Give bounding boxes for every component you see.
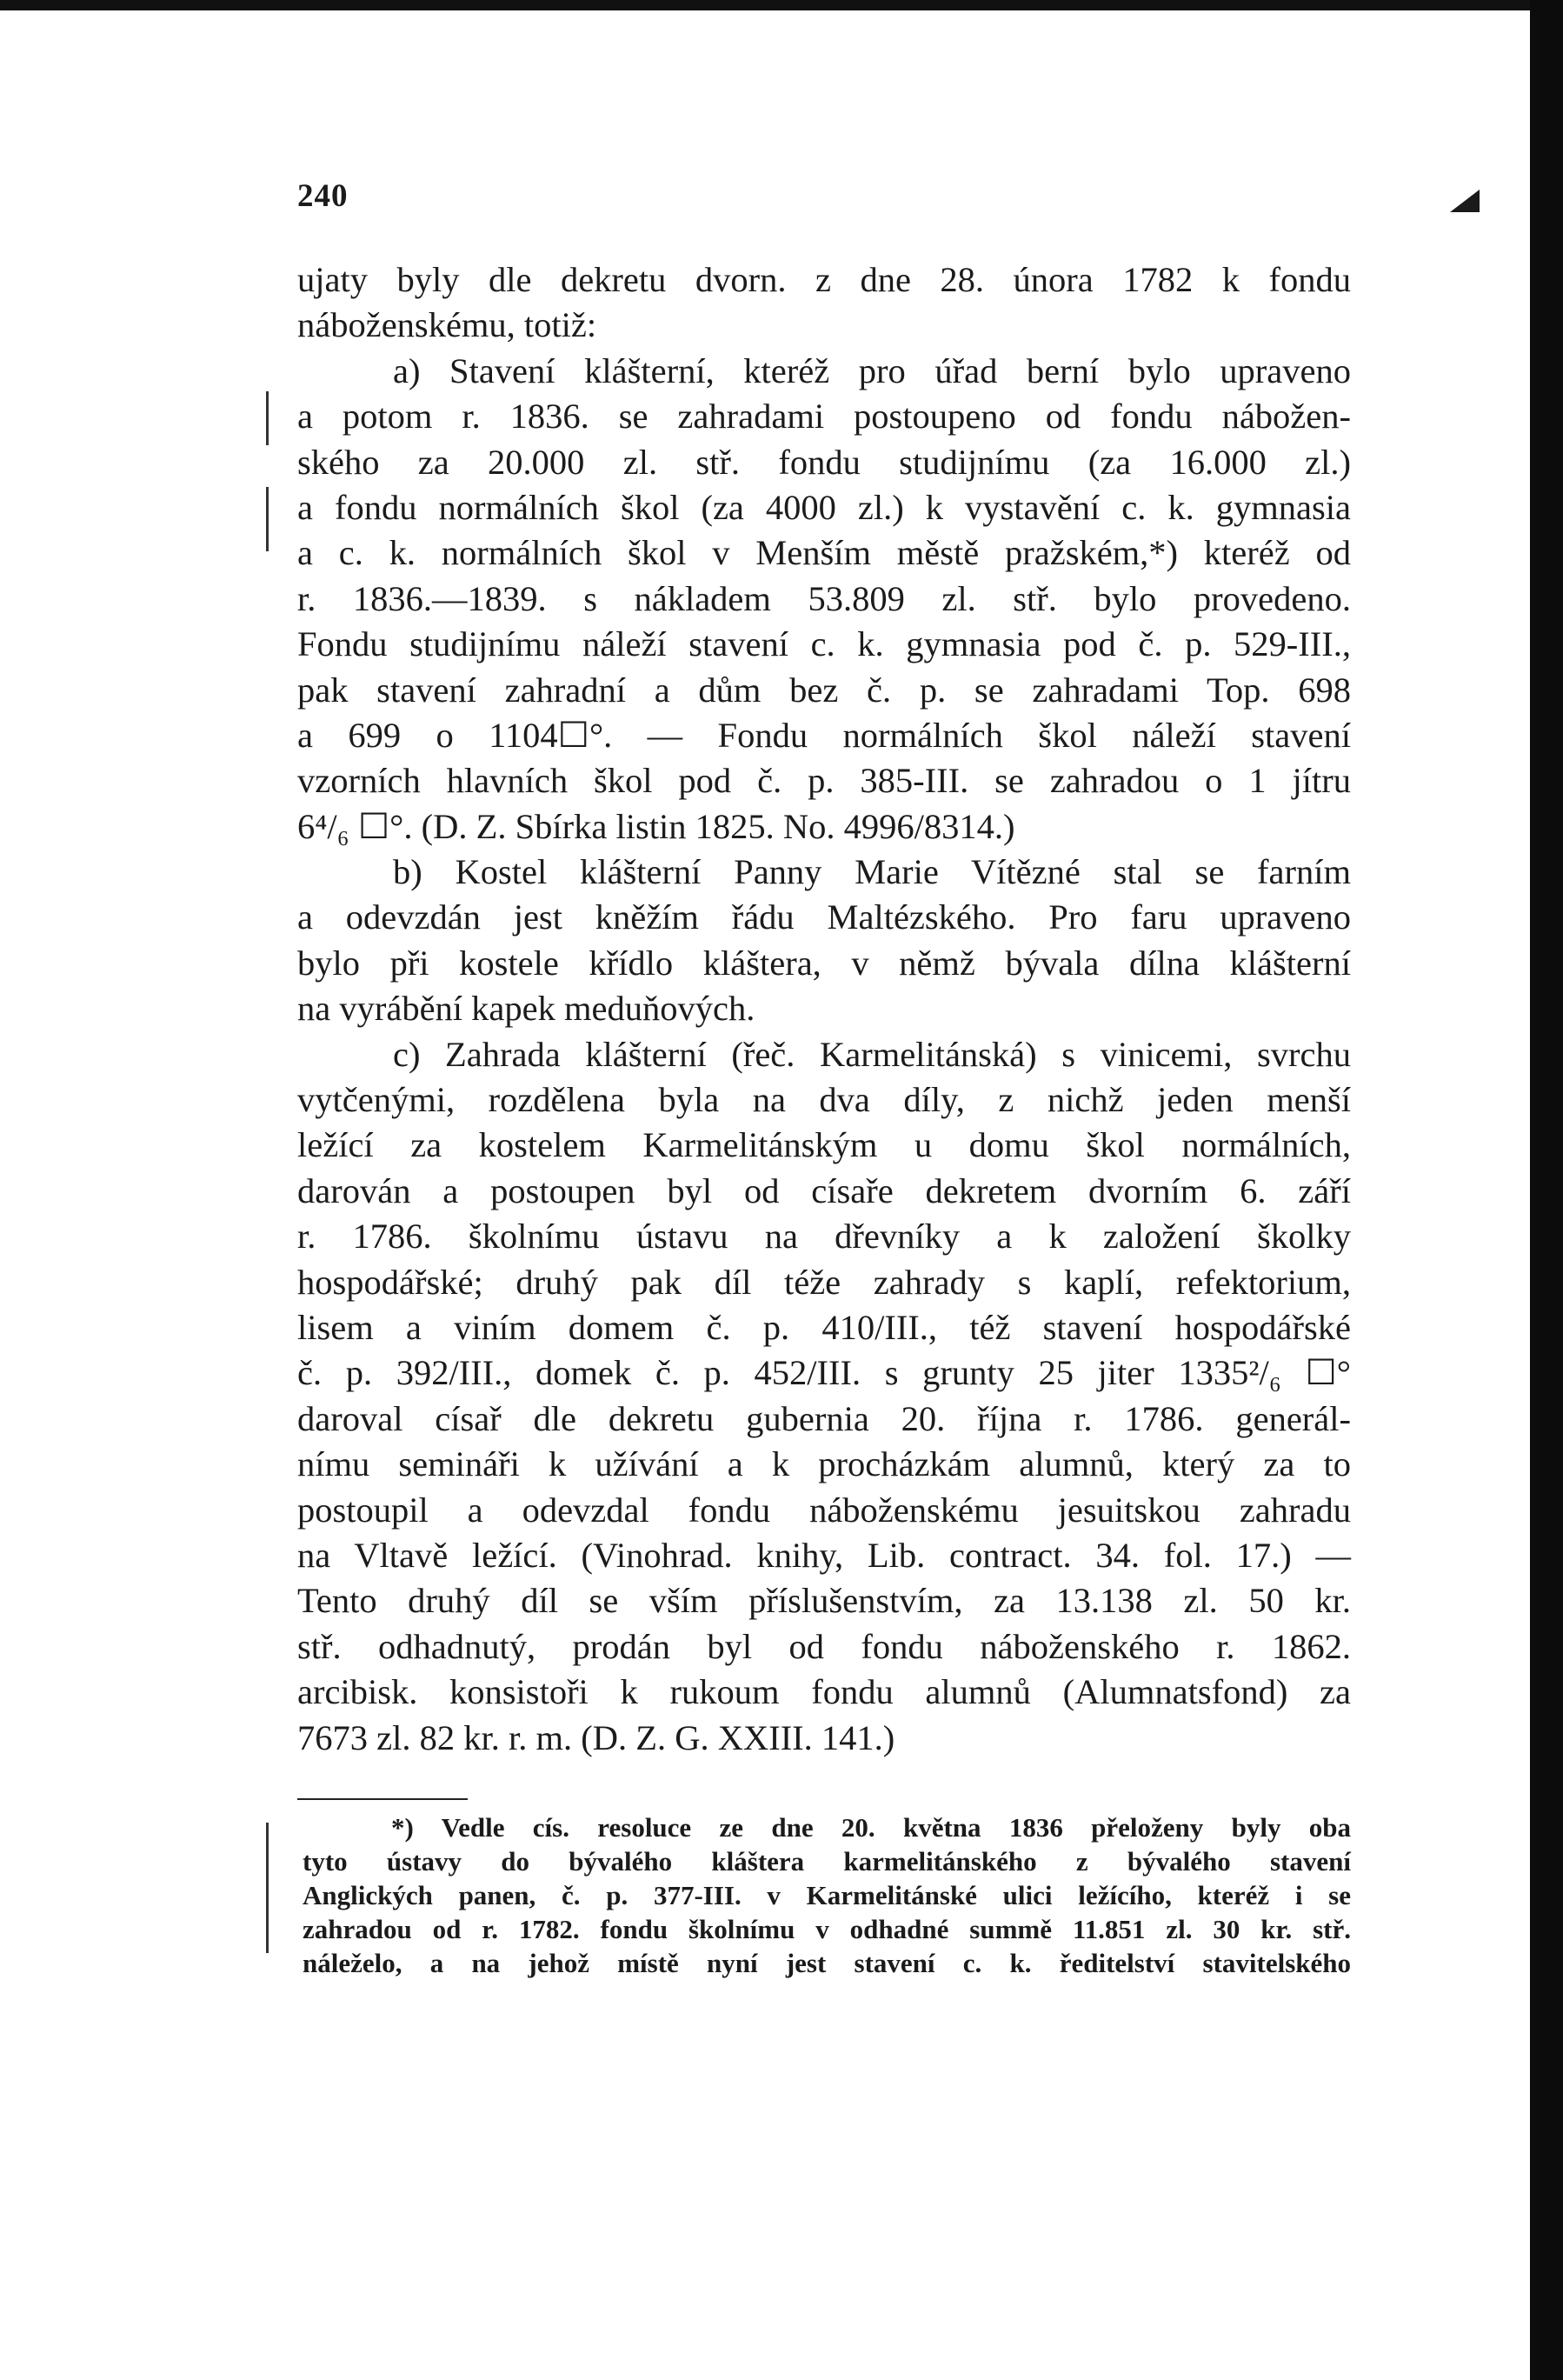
text-line: stř. odhadnutý, prodán byl od fondu náboženského r. 1862. (297, 1626, 1351, 1666)
text-line: vytčenými, rozdělena byla na dva díly, z nichž jeden menší (297, 1080, 1351, 1120)
margin-line-mark (266, 487, 269, 551)
text-line: 7673 zl. 82 kr. r. m. (D. Z. G. XXIII. 141.) (297, 1717, 895, 1757)
footnote-line: Anglických panen, č. p. 377-III. v Karmelitánské ulici ležícího, kteréž i se (303, 1880, 1351, 1910)
margin-line-mark (266, 1823, 269, 1953)
text-line: na Vltavě ležící. (Vinohrad. knihy, Lib. contract. 34. fol. 17.) — (297, 1535, 1351, 1575)
text-line: a fondu normálních škol (za 4000 zl.) k vystavění c. k. gymnasia (297, 487, 1351, 527)
margin-line-mark (266, 391, 269, 445)
text-line: a odevzdán jest kněžím řádu Maltézského. Pro faru upraveno (297, 897, 1351, 937)
footnote-rule (297, 1798, 468, 1800)
text-line: vzorních hlavních škol pod č. p. 385-III. se zahradou o 1 jítru (297, 761, 1351, 801)
text-line: a 699 o 1104☐°. — Fondu normálních škol náleží stavení (297, 715, 1351, 755)
scan-top-border (0, 0, 1563, 10)
text-line: 6⁴/₆ ☐°. (D. Z. Sbírka listin 1825. No. 4996/8314.) (297, 806, 1015, 846)
text-line: bylo při kostele křídlo kláštera, v němž bývala dílna klášterní (297, 943, 1351, 983)
footnote-line: *) Vedle cís. resoluce ze dne 20. května 1836 přeloženy byly oba (391, 1812, 1351, 1843)
footnote-line: náleželo, a na jehož místě nyní jest stavení c. k. ředitelství stavitelského (303, 1948, 1351, 1978)
text-line: a c. k. normálních škol v Menším městě pražském,*) kteréž od (297, 533, 1351, 573)
text-line: náboženskému, totiž: (297, 305, 597, 345)
text-line: č. p. 392/III., domek č. p. 452/III. s grunty 25 jiter 1335²/₆ ☐° (297, 1353, 1351, 1393)
footnotes (303, 1810, 1351, 1980)
text-line: Tento druhý díl se vším příslušenstvím, za 13.138 zl. 50 kr. (297, 1581, 1351, 1621)
text-line: na vyrábění kapek meduňových. (297, 989, 755, 1029)
main-text (297, 257, 1351, 1761)
text-line-item-b: b) Kostel klášterní Panny Marie Vítězné stal se farním (393, 852, 1351, 892)
text-line: ležící za kostelem Karmelitánským u domu škol normálních, (297, 1125, 1351, 1165)
text-line: r. 1786. školnímu ústavu na dřevníky a k založení školky (297, 1217, 1351, 1257)
text-line: arcibisk. konsistoři k rukoum fondu alumnů (Alumnatsfond) za (297, 1672, 1351, 1712)
text-line: daroval císař dle dekretu gubernia 20. října r. 1786. generál- (297, 1398, 1351, 1438)
page-number: 240 (297, 178, 349, 214)
text-line: pak stavení zahradní a dům bez č. p. se zahradami Top. 698 (297, 670, 1351, 710)
text-line: nímu semináři k užívání a k procházkám alumnů, který za to (297, 1444, 1351, 1484)
text-line: lisem a viním domem č. p. 410/III., též stavení hospodářské (297, 1307, 1351, 1347)
text-line-item-a: a) Stavení klášterní, kteréž pro úřad berní bylo upraveno (393, 350, 1351, 390)
text-line: darován a postoupen byl od císaře dekretem dvorním 6. září (297, 1170, 1351, 1210)
text-line: hospodářské; druhý pak díl téže zahrady s kaplí, refektorium, (297, 1262, 1351, 1302)
text-line: postoupil a odevzdal fondu náboženskému jesuitskou zahradu (297, 1490, 1351, 1530)
text-line: Fondu studijnímu náleží stavení c. k. gymnasia pod č. p. 529-III., (297, 624, 1351, 664)
text-line-item-c: c) Zahrada klášterní (řeč. Karmelitánská) s vinicemi, svrchu (393, 1034, 1351, 1074)
text-line: ujaty byly dle dekretu dvorn. z dne 28. února 1782 k fondu (297, 260, 1351, 299)
footnote-line: zahradou od r. 1782. fondu školnímu v odhadné summě 11.851 zl. 30 kr. stř. (303, 1914, 1351, 1944)
arrow-mark-icon (1450, 190, 1480, 212)
text-line: ského za 20.000 zl. stř. fondu studijnímu (za 16.000 zl.) (297, 442, 1351, 482)
text-line: a potom r. 1836. se zahradami postoupeno od fondu nábožen- (297, 397, 1351, 437)
footnote-line: tyto ústavy do bývalého kláštera karmelitánského z bývalého stavení (303, 1846, 1351, 1877)
scan-right-border (1530, 0, 1563, 2380)
text-line: r. 1836.—1839. s nákladem 53.809 zl. stř. bylo provedeno. (297, 578, 1351, 618)
